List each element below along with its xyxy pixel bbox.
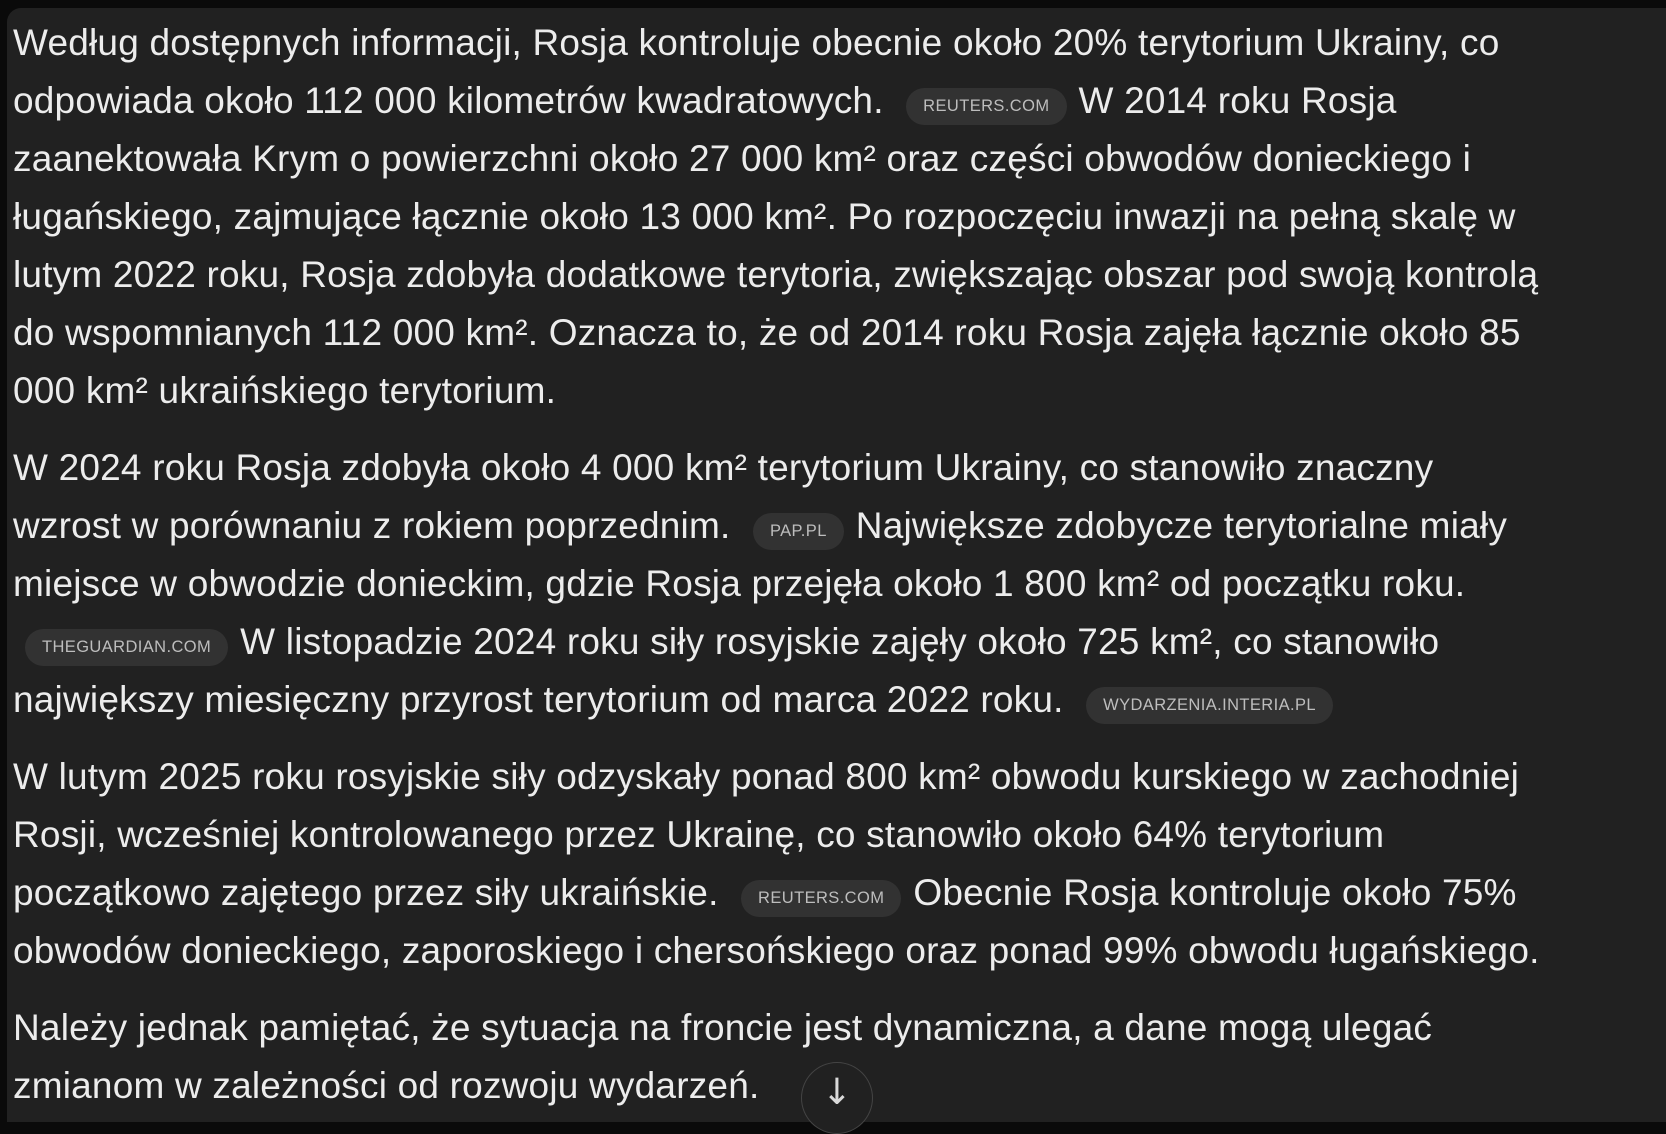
assistant-response-panel <box>7 8 1666 1122</box>
citation-pill[interactable]: REUTERS.COM <box>741 880 901 917</box>
paragraph <box>13 439 1543 729</box>
paragraph <box>13 999 1543 1115</box>
scroll-to-bottom-button[interactable] <box>801 1062 873 1134</box>
answer-text: Obecnie Rosja kontroluje około 75% obwodów donieckiego, zaporoskiego i chersońskiego oraz ponad 99% obwodu ługańskiego. <box>13 872 1540 971</box>
citation-pill[interactable]: PAP.PL <box>753 513 844 550</box>
arrow-down-icon: ↓ <box>822 1075 852 1111</box>
citation-pill[interactable]: THEGUARDIAN.COM <box>25 629 228 666</box>
answer-text: W lutym 2025 roku rosyjskie siły odzyskały ponad 800 km² obwodu kurskiego w zachodniej Rosji, wcześniej kontrolowanego przez Ukrainę, co stanowiło około 64% terytorium początkowo zajętego przez siły ukraińskie. <box>13 756 1519 913</box>
answer-text: Według dostępnych informacji, Rosja kontroluje obecnie około 20% terytorium Ukrainy, co odpowiada około 112 000 kilometrów kwadratowych. <box>13 22 1499 121</box>
citation-pill[interactable]: WYDARZENIA.INTERIA.PL <box>1086 687 1333 724</box>
citation-pill[interactable]: REUTERS.COM <box>906 88 1066 125</box>
answer-text: Należy jednak pamiętać, że sytuacja na froncie jest dynamiczna, a dane mogą ulegać zmianom w zależności od rozwoju wydarzeń. <box>13 1007 1432 1106</box>
answer-text: W 2024 roku Rosja zdobyła około 4 000 km² terytorium Ukrainy, co stanowiło znaczny wzrost w porównaniu z rokiem poprzednim. <box>13 447 1433 546</box>
answer-text: W listopadzie 2024 roku siły rosyjskie zajęły około 725 km², co stanowiło największy miesięczny przyrost terytorium od marca 2022 roku. <box>13 621 1439 720</box>
answer-text: W 2014 roku Rosja zaanektowała Krym o powierzchni około 27 000 km² oraz części obwodów donieckiego i ługańskiego, zajmujące łącznie około 13 000 km². Po rozpoczęciu inwazji na pełną skalę w lutym 2022 roku, Rosja zdobyła dodatkowe terytoria, zwiększając obszar pod swoją kontrolą do wspomnianych 112 000 km². Oznacza to, że od 2014 roku Rosja zajęła łącznie około 85 000 km² ukraińskiego terytorium. <box>13 80 1538 411</box>
paragraph <box>13 14 1543 420</box>
paragraph <box>13 748 1543 980</box>
answer-body <box>13 14 1543 1115</box>
answer-text: Największe zdobycze terytorialne miały miejsce w obwodzie donieckim, gdzie Rosja przejęła około 1 800 km² od początku roku. <box>13 505 1507 604</box>
